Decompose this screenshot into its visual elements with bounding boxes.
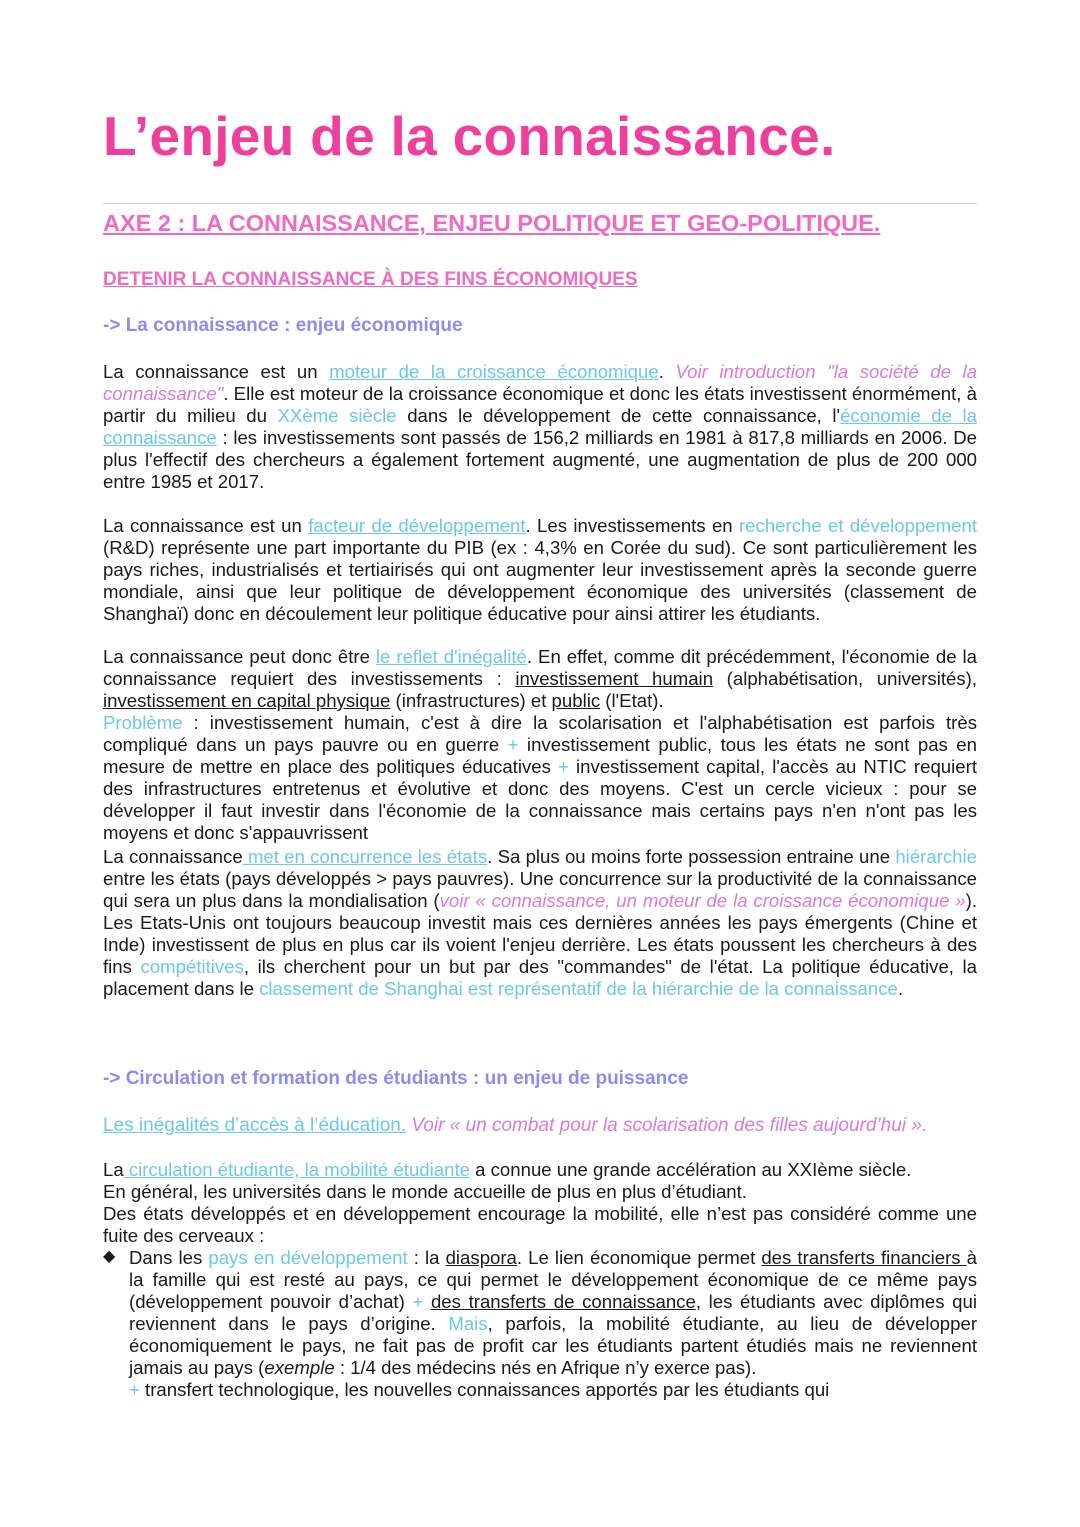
bullet-developing-countries: Dans les pays en développement : la diaspora. Le lien économique permet des transferts financiers à la famille qui est resté au pays, ce qui permet le développement économique de ce même pays (développement pouvoir d’achat) + des transferts de connaissance, les étudiants avec diplômes qui reviennent dans le pays d’origine. Mais, parfois, la mobilité étudiante, au lieu de développer économiquement le pays, ne fait pas de profit car les étudiants partent étudiés mais ne reviennent jamais au pays (exemple : 1/4 des médecins nés en Afrique n’y exerce pas). + transfert technologique, les nouvelles connaissances apportés par les étudiants qui <box>129 1247 978 1400</box>
subheading-student-circulation: -> Circulation et formation des étudiants : un enjeu de puissance <box>103 1068 689 1089</box>
subheading-economic-stake: -> La connaissance : enjeu économique <box>103 315 463 336</box>
page-title: L’enjeu de la connaissance. <box>103 105 836 167</box>
term-development-factor: facteur de développement <box>308 515 526 536</box>
diamond-bullet-icon: ◆ <box>103 1248 116 1265</box>
plus-icon: + <box>507 734 519 755</box>
paragraph-development-factor: La connaissance est un facteur de développement. Les investissements en recherche et développement (R&D) représente une part importante du PIB (ex : 4,3% en Corée du sud). Ce sont particulièrement les pays riches, industrialisés et tertiairisés qui ont augmenter leur investissement après la seconde guerre mondiale, ainsi que leur politique de développement économique des universités (classement de Shanghaï) donc en découlement leur politique éducative pour ainsi attirer les étudiants. <box>103 515 977 624</box>
title-divider <box>103 203 977 204</box>
paragraph-growth-engine: La connaissance est un moteur de la croissance économique. Voir introduction "la société de la connaissance". Elle est moteur de la croissance économique et donc les états investissent énormément, à partir du milieu du XXème siècle dans le développement de cette connaissance, l'économie de la connaissance : les investissements sont passés de 156,2 milliards en 1981 à 817,8 milliards en 2006. De plus l'effectif des chercheurs a également fortement augmenté, une augmentation de plus de 200 000 entre 1985 et 2017. <box>103 361 977 492</box>
reference-link[interactable]: voir « connaissance, un moteur de la croissance économique » <box>439 890 966 911</box>
term-competitive: compétitives <box>140 956 244 977</box>
inequality-access-link[interactable]: Les inégalités d’accès à l’éducation. <box>103 1115 407 1136</box>
term-hierarchy: hiérarchie <box>895 846 977 867</box>
term-20th-century: XXème siècle <box>277 405 397 426</box>
paragraph-inequality: La connaissance peut donc être le reflet d'inégalité. En effet, comme dit précédemment, l'économie de la connaissance requiert des investissements : investissement humain (alphabétisation, universités), investissement en capital physique (infrastructures) et public (l'Etat). Problème : investissement humain, c'est à dire la scolarisation et l'alphabétisation est parfois très compliqué dans un pays pauvre ou en guerre + investissement public, tous les états ne sont pas en mesure de mettre en place des politiques éducatives + investissement capital, l'accès au NTIC requiert des infrastructures entretenus et évolutive et donc des moyens. C'est un cercle vicieux : pour se développer il faut investir dans l'économie de la connaissance mais certains pays n'en n'ont pas les moyens et donc s'appauvrissent <box>103 646 978 843</box>
plus-icon: + <box>558 756 569 777</box>
plus-icon: + <box>412 1291 424 1312</box>
term-developing-countries: pays en développement <box>208 1247 408 1268</box>
term-inequality: le reflet d'inégalité <box>375 646 527 667</box>
term-shanghai-ranking: classement de Shanghai <box>259 978 463 999</box>
term-knowledge-economy: économie de la connaissance <box>103 405 977 448</box>
paragraph-mobility: La circulation étudiante, la mobilité étudiante a connue une grande accélération au XXIème siècle. En général, les universités dans le monde accueille de plus en plus d’étudiant. Des états développés et en développement encourage la mobilité, elle n’est pas considéré comme une fuite des cerveaux : <box>103 1159 977 1246</box>
term-student-mobility: circulation étudiante, la mobilité étudiante <box>123 1159 470 1180</box>
term-competition: met en concurrence les états <box>242 846 488 867</box>
term-but: Mais <box>448 1313 488 1334</box>
reference-link[interactable]: Voir « un combat pour la scolarisation des filles aujourd’hui ». <box>406 1115 928 1136</box>
term-research-development: recherche et développement <box>738 515 977 536</box>
section-heading: DETENIR LA CONNAISSANCE À DES FINS ÉCONOMIQUES <box>103 269 638 290</box>
axe-heading: AXE 2 : LA CONNAISSANCE, ENJEU POLITIQUE ET GEO-POLITIQUE. <box>103 210 881 236</box>
paragraph-competition: La connaissance met en concurrence les états. Sa plus ou moins forte possession entraine une hiérarchie entre les états (pays développés > pays pauvres). Une concurrence sur la productivité de la connaissance qui sera un plus dans la mondialisation (voir « connaissance, un moteur de la croissance économique »). Les Etats-Unis ont toujours beaucoup investit mais ces dernières années les pays émergents (Chine et Inde) investissent de plus en plus car ils voient l'enjeu derrière. Les états poussent les chercheurs à des fins compétitives, ils cherchent pour un but par des "commandes" de l'état. La politique éducative, la placement dans le classement de Shanghai est représentatif de la hiérarchie de la connaissance. <box>103 846 978 999</box>
term-growth-engine: moteur de la croissance économique <box>329 361 659 382</box>
term-problem: Problème <box>103 712 183 733</box>
inequality-access-line <box>103 1115 977 1137</box>
plus-icon: + <box>129 1379 140 1400</box>
term-hierarchy-knowledge: est représentatif de la hiérarchie de la connaissance <box>467 978 898 999</box>
reference-link[interactable]: Voir introduction "la société de la connaissance" <box>103 361 977 404</box>
